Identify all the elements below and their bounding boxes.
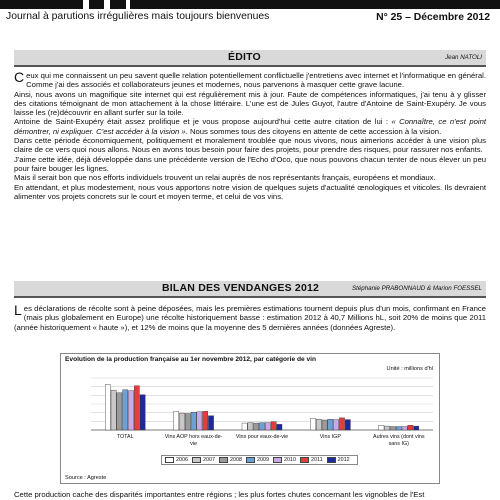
chart-bar — [185, 414, 190, 430]
edito-p3-end: . Nous sommes tous des citoyens en attente de cette accession à la vision. — [185, 126, 442, 136]
legend-swatch — [219, 457, 228, 463]
edito-section-bar — [14, 50, 486, 67]
legend-item — [192, 457, 215, 463]
chart-bar — [254, 423, 259, 430]
legend-swatch — [327, 457, 336, 463]
legend-label: 2010 — [284, 457, 296, 463]
chart-category-label: Vins AOP hors eaux-de- — [164, 434, 223, 440]
legend-item — [273, 457, 296, 463]
legend-label: 2011 — [311, 457, 323, 463]
chart-bar — [402, 427, 407, 430]
edito-quote: « Connaître, ce n'est point démontrer, ni expliquer. C'est accéder à la vision » — [14, 117, 486, 136]
bilan-dropcap: L — [14, 302, 22, 318]
chart-bar — [271, 422, 276, 430]
legend-label: 2007 — [203, 457, 215, 463]
edito-paragraph: J'aime cette idée, déjà développée dans une précédente version de l'Echo d'Oco, que nous pouvons chacun tenter de nous élever un peu pour faire bouger les lignes. — [14, 154, 486, 173]
edito-paragraph: Ainsi, nous avons un magnifique site internet qui est régulièrement mis à jour. Faute de compétences informatiques, j'ai tenu à y glisser des citations témoignant de mon attachement à la chose littéraire. L'une est de Jules Guyot, l'autre d'Antoine de Saint-Exupéry. Je vous laisse les (re)découvrir en allant surfer sur la toile. — [14, 89, 486, 118]
chart-category-label: sans IG) — [388, 441, 409, 447]
masthead-notch — [104, 0, 110, 9]
chart-category-label: TOTAL — [116, 434, 134, 440]
chart-bar — [379, 425, 384, 430]
legend-swatch — [300, 457, 309, 463]
bilan-paragraph: Cette production cache des disparités importantes entre régions ; les plus fortes chutes concernant les vignobles de l'Est — [14, 490, 425, 499]
masthead-banner — [0, 0, 500, 9]
chart-bar — [248, 423, 253, 430]
masthead-notch — [126, 0, 130, 9]
chart-bar — [123, 390, 128, 430]
edito-paragraph: Mais il serait bon que nos efforts individuels trouvent un relai auprès de nos représentants français, européens et mondiaux. — [14, 173, 436, 183]
legend-label: 2009 — [257, 457, 269, 463]
edito-p1-text: eux qui me connaissent un peu savent quelle relation potentiellement conflictuelle j'entretiens avec internet et l'informatique en général. Comme j'ai des associés et collaborateurs jeunes et modernes, nous parvenons à masquer cette grave lacune. — [26, 71, 486, 90]
bilan-paragraph — [14, 304, 486, 332]
chart-bar — [203, 411, 208, 430]
chart-bar — [385, 426, 390, 430]
chart-bar — [105, 385, 110, 431]
chart-bar — [117, 393, 122, 430]
edito-author: Jean NATOLI — [445, 54, 482, 61]
chart-legend — [161, 455, 358, 465]
chart-unit-label: Unité : millions d'hl — [386, 366, 433, 372]
legend-swatch — [192, 457, 201, 463]
legend-item — [300, 457, 323, 463]
edito-paragraph: En attendant, et plus modestement, nous vous apportons notre vision de quelques sujets d'actualité œnologiques et viticoles. Ils devraient alimenter vos projets concrets sur le court et moyen terme, et celui de vos vins. — [14, 182, 486, 201]
chart-title: Evolution de la production française au 1er novembre 2012, par catégorie de vin — [65, 356, 317, 363]
chart-bar — [328, 419, 333, 430]
edito-p3-text: Antoine de Saint-Exupéry était assez prolifique et je vous propose aujourd'hui cette autre citation de lui : — [14, 117, 392, 127]
chart-bar — [174, 411, 179, 430]
edito-paragraph — [14, 117, 486, 136]
chart-category-label: Autres vins (dont vins — [373, 434, 425, 440]
chart-category-label: Vins pour eaux-de-vie — [235, 434, 289, 440]
chart-bar — [208, 416, 213, 430]
production-chart — [60, 353, 440, 484]
chart-bar — [179, 413, 184, 430]
bilan-p1-text: es déclarations de récolte sont à peine déposées, mais les premières estimations tournent depuis plus d'un mois, confirmant en France (mais plus globalement en Europe) une récolte historiquement basse : estimation 2012 à 40,7 Millions hL, soit 20% de moins que 2011 (année historiquement « haute »), et 12% de moins que la moyenne des 5 dernières années (données Agreste). — [14, 304, 486, 332]
legend-item — [165, 457, 188, 463]
chart-bar — [408, 425, 413, 430]
legend-label: 2008 — [230, 457, 242, 463]
bilan-title: BILAN DES VENDANGES 2012 — [162, 282, 320, 294]
legend-swatch — [273, 457, 282, 463]
edito-body — [14, 71, 486, 201]
chart-bar — [310, 418, 315, 430]
edito-paragraph: Dans cette période économiquement, politiquement et moralement troublée que nous vivons, nous aimerions accéder à une vision plus claire de ce vers quoi nous allons. Nous en avons tous besoin pour faire des projets, pour prendre des risques, pour rassurer nos enfants. — [14, 136, 486, 155]
legend-swatch — [246, 457, 255, 463]
chart-bar — [140, 395, 145, 430]
edito-title: ÉDITO — [228, 51, 261, 63]
legend-label: 2006 — [176, 457, 188, 463]
chart-bar — [339, 418, 344, 430]
edito-dropcap: C — [14, 69, 25, 85]
bilan-author: Stéphanie PRABONNAUD & Marion FOESSEL — [352, 285, 482, 292]
legend-item — [246, 457, 269, 463]
chart-category-label: vie — [190, 441, 198, 447]
chart-bar — [396, 427, 401, 430]
chart-bar — [345, 420, 350, 430]
chart-bar — [390, 427, 395, 430]
legend-item — [219, 457, 242, 463]
legend-item — [327, 457, 350, 463]
legend-label: 2012 — [337, 457, 350, 463]
chart-bar — [334, 420, 339, 430]
masthead-notch — [83, 0, 89, 9]
chart-bar — [191, 412, 196, 430]
legend-swatch — [165, 457, 174, 463]
chart-bar — [128, 391, 133, 430]
chart-bar — [265, 423, 270, 430]
bilan-body — [14, 304, 486, 332]
bilan-section-bar — [14, 281, 486, 298]
chart-bar — [111, 390, 116, 430]
chart-bar — [259, 423, 264, 430]
chart-bar — [414, 426, 419, 430]
chart-bar — [197, 412, 202, 430]
chart-bar — [322, 420, 327, 430]
edito-paragraph — [14, 71, 486, 90]
chart-plot — [61, 354, 441, 485]
journal-tagline: Journal à parutions irrégulières mais toujours bienvenues — [6, 11, 270, 22]
chart-bar — [134, 386, 139, 430]
chart-bar — [277, 424, 282, 430]
chart-bar — [242, 423, 247, 430]
issue-number: N° 25 – Décembre 2012 — [376, 12, 490, 23]
bilan-continuation — [14, 490, 486, 499]
chart-source: Source : Agreste — [65, 475, 107, 481]
chart-bar — [316, 419, 321, 430]
chart-category-label: Vins IGP — [319, 434, 341, 440]
